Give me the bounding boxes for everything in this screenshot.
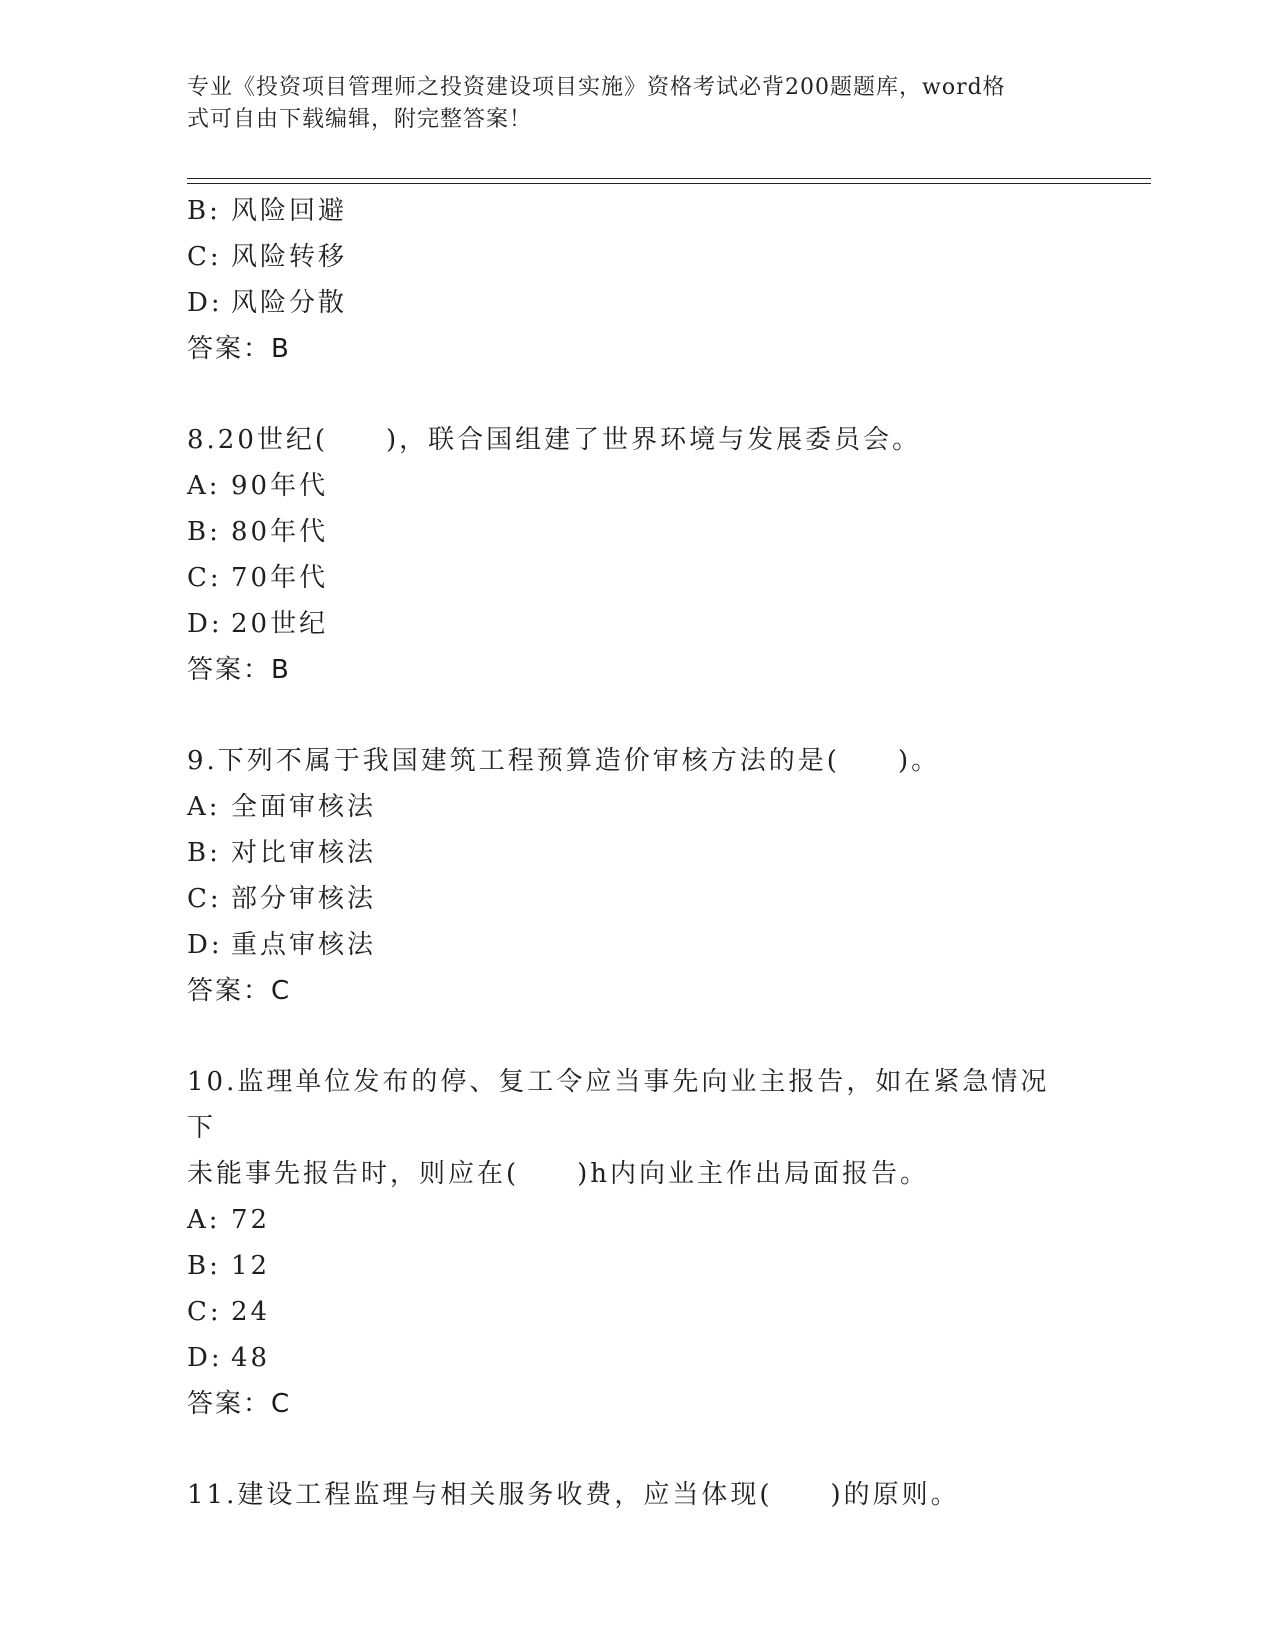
option-letter: D:: [187, 288, 223, 318]
spacer: [187, 693, 1087, 738]
option-c: [187, 876, 1087, 922]
question-text-line-1: 10.监理单位发布的停、复工令应当事先向业主报告，如在紧急情况下: [187, 1067, 1050, 1143]
header-line-2: 式可自由下载编辑，附完整答案！: [187, 107, 533, 132]
option-text: 24: [231, 1297, 271, 1327]
answer-line: 答案：C: [187, 976, 292, 1006]
spacer: [187, 372, 1087, 417]
option-letter: B:: [187, 517, 221, 547]
option-text: 90年代: [231, 471, 329, 501]
option-letter: C:: [187, 242, 222, 272]
header-divider-bottom: [187, 183, 1151, 184]
option-a: [187, 1197, 1087, 1243]
option-letter: B:: [187, 838, 221, 868]
option-letter: A:: [187, 792, 221, 822]
question-text: 11.建设工程监理与相关服务收费，应当体现( )的原则。: [187, 1480, 960, 1510]
option-letter: B:: [187, 1251, 221, 1281]
option-letter: C:: [187, 1297, 222, 1327]
option-letter: B:: [187, 196, 221, 226]
header-divider-top: [187, 178, 1151, 179]
question-8-block: [187, 417, 1087, 693]
option-b: [187, 830, 1087, 876]
option-text: 80年代: [231, 517, 329, 547]
question-11-block: [187, 1472, 1087, 1518]
spacer: [187, 1014, 1087, 1059]
question-list: [187, 188, 1087, 1518]
option-a: [187, 463, 1087, 509]
option-text: 70年代: [231, 563, 329, 593]
question-text: 8.20世纪( )，联合国组建了世界环境与发展委员会。: [187, 425, 922, 455]
option-text: 部分审核法: [231, 884, 377, 914]
option-letter: D:: [187, 930, 223, 960]
option-d: [187, 1335, 1087, 1381]
option-text: 全面审核法: [231, 792, 377, 822]
question-text: 9.下列不属于我国建筑工程预算造价审核方法的是( )。: [187, 746, 941, 776]
question-7-block: [187, 188, 1087, 372]
option-c: [187, 555, 1087, 601]
option-text: 72: [231, 1205, 271, 1235]
document-header: [187, 72, 1067, 136]
answer-line: 答案：B: [187, 655, 291, 685]
option-b: [187, 1243, 1087, 1289]
option-d: [187, 280, 1087, 326]
option-d: [187, 601, 1087, 647]
question-10-block: [187, 1059, 1087, 1427]
option-letter: C:: [187, 563, 222, 593]
option-text: 对比审核法: [231, 838, 377, 868]
option-c: [187, 1289, 1087, 1335]
header-line-1: 专业《投资项目管理师之投资建设项目实施》资格考试必背200题题库，word格: [187, 75, 1006, 100]
option-c: [187, 234, 1087, 280]
option-letter: D:: [187, 1343, 223, 1373]
option-b: [187, 509, 1087, 555]
spacer: [187, 1427, 1087, 1472]
option-text: 重点审核法: [231, 930, 377, 960]
question-9-block: [187, 738, 1087, 1014]
option-letter: D:: [187, 609, 223, 639]
answer-line: 答案：B: [187, 334, 291, 364]
option-text: 风险回避: [231, 196, 348, 226]
option-text: 风险转移: [231, 242, 348, 272]
option-text: 20世纪: [231, 609, 329, 639]
question-text-line-2: 未能事先报告时，则应在( )h内向业主作出局面报告。: [187, 1159, 930, 1189]
answer-line: 答案：C: [187, 1389, 292, 1419]
option-text: 48: [231, 1343, 271, 1373]
option-letter: A:: [187, 1205, 221, 1235]
option-b: [187, 188, 1087, 234]
option-letter: A:: [187, 471, 221, 501]
option-text: 12: [231, 1251, 271, 1281]
option-letter: C:: [187, 884, 222, 914]
option-a: [187, 784, 1087, 830]
option-d: [187, 922, 1087, 968]
option-text: 风险分散: [231, 288, 348, 318]
